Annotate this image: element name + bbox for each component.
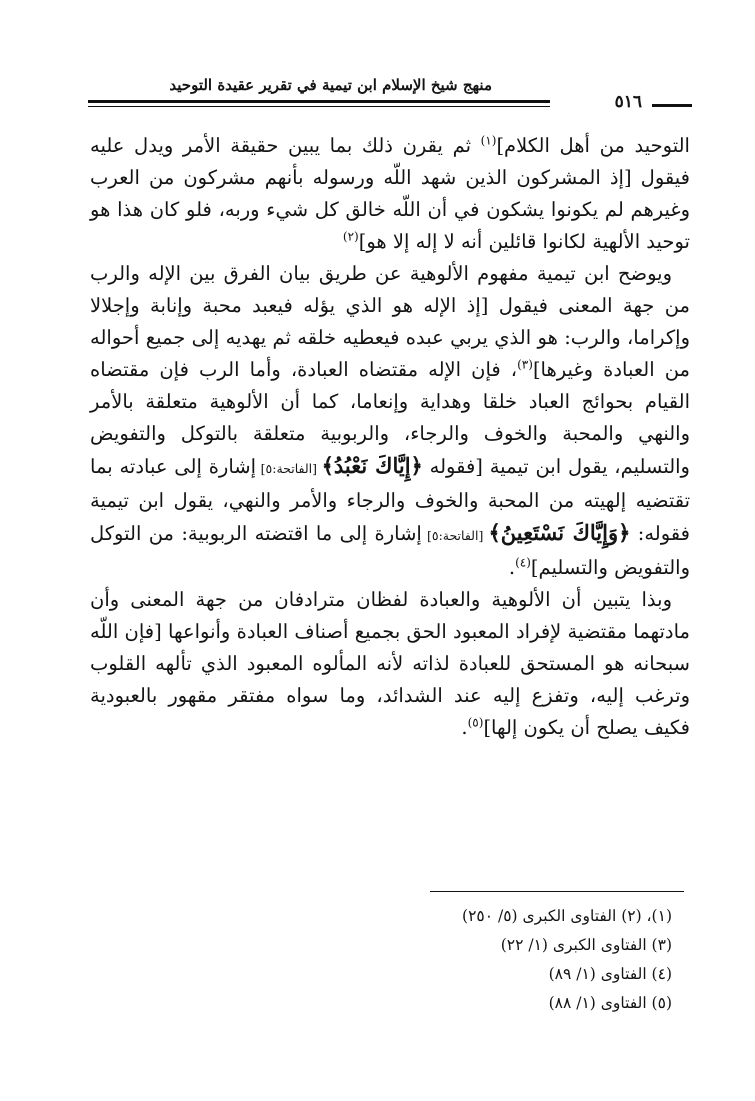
footnote-ref: (٢) — [342, 229, 359, 244]
paragraph-text: إشارة إلى عبادته بما تقتضيه إلهيته من المحبة والخوف والرجاء والأمر والنهي، يقول ابن تيمية فقوله: — [90, 455, 690, 545]
quran-verse: ﴿إِيَّاكَ نَعْبُدُ﴾ — [321, 453, 423, 478]
footnote-3: (٤) الفتاوى (١/ ٨٩) — [548, 965, 672, 983]
paragraph-text: التوحيد من أهل الكلام] — [496, 134, 690, 157]
footnotes — [90, 902, 690, 1018]
footnote-ref: (٤) — [515, 555, 531, 570]
footnote-ref: (٥) — [467, 715, 484, 730]
paragraph-text: وبذا يتبين أن الألوهية والعبادة لفظان مترادفان من جهة المعنى وأن مادتهما مقتضية لإفراد المعبود الحق بجميع أصناف العبادة وأنواعها [فإن اللّه سبحانه هو المستحق للعبادة لذاته لأنه المألوه المعبود الذي تألهه القلوب وترغب إليه، وتفزع إليه عند الشدائد، وما سواه مفتقر مقهور بالعبودية فكيف يصلح أن يكون إلها] — [90, 588, 690, 739]
surah-citation: [الفاتحة:٥] — [421, 528, 489, 543]
paragraph-2 — [90, 258, 690, 584]
footnote-4: (٥) الفتاوى (١/ ٨٨) — [548, 994, 672, 1012]
footnote-ref: (١) — [480, 133, 497, 148]
header-rule-thin — [88, 106, 550, 107]
page-header — [88, 74, 692, 120]
paragraph-3 — [90, 584, 690, 744]
main-text — [90, 130, 690, 744]
footnote-1: (١)، (٢) الفتاوى الكبرى (٥/ ٢٥٠) — [462, 907, 672, 925]
footnote-separator — [430, 891, 684, 892]
page-number: ٥١٦ — [614, 92, 642, 112]
quran-verse: ﴿وَإِيَّاكَ نَسْتَعِينُ﴾ — [488, 520, 631, 545]
footnote-ref: (٣) — [517, 357, 533, 372]
paragraph-text: ، فإن الإله مقتضاه العبادة، وأما الرب فإن مقتضاه القيام بحوائج العباد خلقا وهداية وإنعاما، كما أن الألوهية متعلقة بالأمر والنهي والمحبة والخوف والرجاء، والربوبية متعلقة بالتوكل والتفويض والتسليم، يقول ابن تيمية [فقوله — [90, 358, 690, 478]
surah-citation: [الفاتحة:٥] — [256, 461, 322, 476]
header-rule-thick — [88, 100, 550, 103]
paragraph-text: . — [508, 556, 516, 579]
paragraph-text: . — [461, 716, 468, 739]
running-title: منهج شيخ الإسلام ابن تيمية في تقرير عقيدة التوحيد — [169, 76, 492, 94]
paragraph-text: ويوضح ابن تيمية مفهوم الألوهية عن طريق بيان الفرق بين الإله والرب من جهة المعنى فيقول [إذ الإله هو الذي يؤله فيعبد محبة وإنابة وإجلالا وإكراما، والرب: هو الذي يربي عبده فيعطيه خلقه ثم يهديه إلى جميع أحواله من العبادة وغيرها] — [90, 262, 690, 381]
paragraph-text: ثم يقرن ذلك بما يبين حقيقة الأمر ويدل عليه فيقول [إذ المشركون الذين شهد اللّه ورسوله بأنهم مشركون من العرب وغيرهم لم يكونوا يشكون في أن اللّه خالق كل شيء وربه، فلو كان هذا هو توحيد الألهية لكانوا قائلين أنه لا إله إلا هو] — [90, 134, 690, 253]
paragraph-text: إشارة إلى ما اقتضته الربوبية: من التوكل والتفويض والتسليم] — [90, 522, 690, 579]
paragraph-1 — [90, 130, 690, 258]
footnote-2: (٣) الفتاوى الكبرى (١/ ٢٢) — [500, 936, 672, 954]
header-rule-right — [652, 104, 692, 107]
